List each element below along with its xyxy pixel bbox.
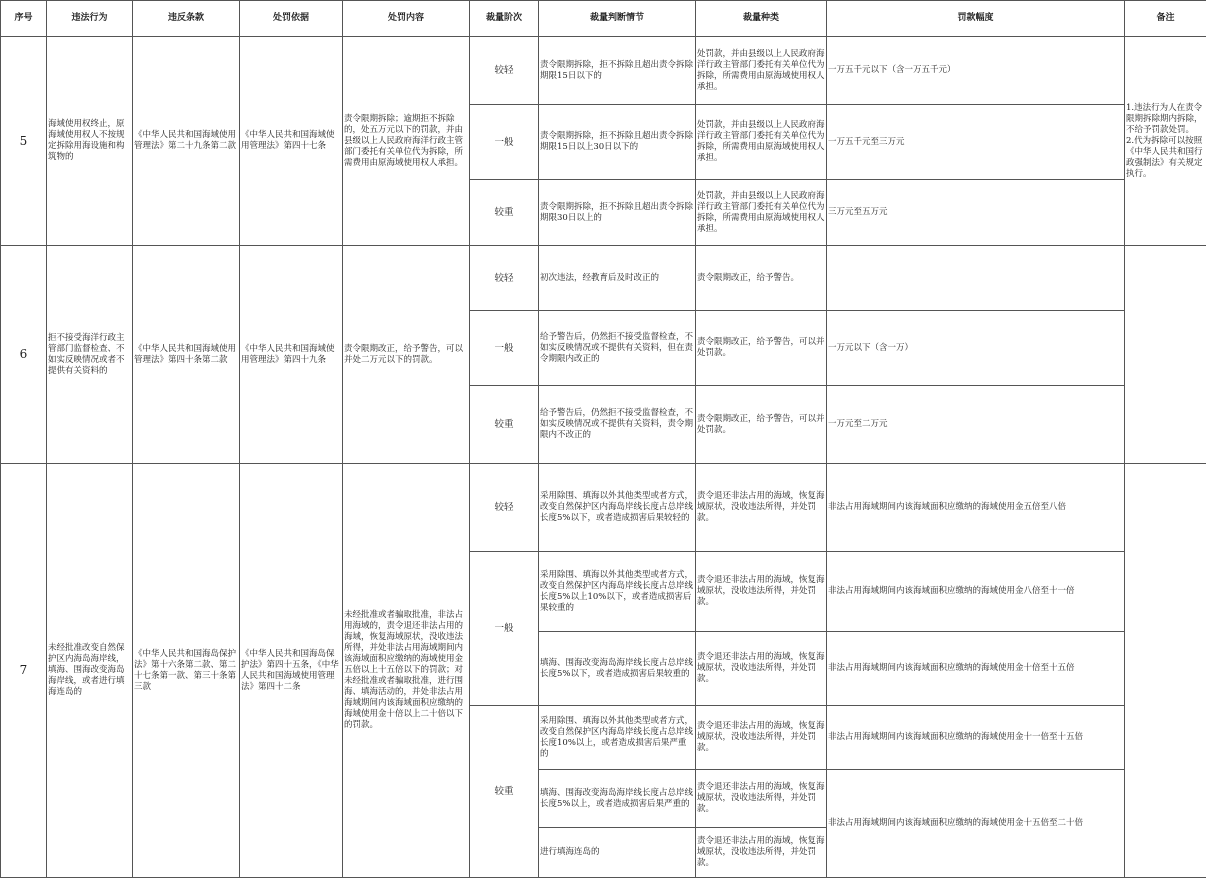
fine-cell [827,246,1125,311]
condition-cell: 进行填海连岛的 [539,828,696,878]
header-cell: 违反条款 [133,1,240,37]
note-cell: 1.违法行为人在责令限期拆除期内拆除，不给予罚款处罚。 2.代为拆除可以按照《中华人民共和国行政强制法》有关规定执行。 [1125,37,1206,246]
kind-cell: 责令退还非法占用的海域，恢复海域原状，没收违法所得，并处罚款。 [696,770,827,828]
content-cell: 责令限期改正，给予警告，可以并处二万元以下的罚款。 [343,246,470,464]
kind-cell: 责令限期改正，给予警告，可以并处罚款。 [696,386,827,464]
kind-cell: 处罚款，并由县级以上人民政府海洋行政主管部门委托有关单位代为拆除，所需费用由原海域使用权人承担。 [696,37,827,105]
row-number: 6 [1,246,47,464]
level-cell: 一般 [470,552,539,706]
header-cell: 罚款幅度 [827,1,1125,37]
fine-cell: 非法占用海域期间内该海域面积应缴纳的海域使用金五倍至八倍 [827,464,1125,552]
header-cell: 备注 [1125,1,1206,37]
note-cell [1125,246,1206,464]
fine-cell: 一万元以下（含一万） [827,311,1125,386]
kind-cell: 责令限期改正，给予警告。 [696,246,827,311]
level-cell: 一般 [470,105,539,180]
row-number: 5 [1,37,47,246]
condition-cell: 责令限期拆除，拒不拆除且超出责令拆除期限15日以下的 [539,37,696,105]
violation-cell: 未经批准改变自然保护区内海岛海岸线，填海、围海改变海岛海岸线，或者进行填海连岛的 [47,464,133,878]
level-cell: 较重 [470,386,539,464]
basis-cell: 《中华人民共和国海域使用管理法》第四十七条 [240,37,343,246]
header-cell: 处罚内容 [343,1,470,37]
condition-cell: 责令限期拆除，拒不拆除且超出责令拆除期限30日以上的 [539,180,696,246]
header-cell: 序号 [1,1,47,37]
note-cell [1125,464,1206,878]
level-cell: 较轻 [470,246,539,311]
table-row [1,464,1206,552]
condition-cell: 采用除围、填海以外其他类型或者方式，改变自然保护区内海岛岸线长度占总岸线长度5%以上10%以下，或者造成损害后果较重的 [539,552,696,632]
level-cell: 较重 [470,180,539,246]
fine-cell: 三万元至五万元 [827,180,1125,246]
header-cell: 裁量种类 [696,1,827,37]
condition-cell: 初次违法，经教育后及时改正的 [539,246,696,311]
level-cell: 较轻 [470,464,539,552]
fine-cell: 非法占用海域期间内该海域面积应缴纳的海域使用金十一倍至十五倍 [827,706,1125,770]
header-cell: 裁量判断情节 [539,1,696,37]
row-number: 7 [1,464,47,878]
level-cell: 较重 [470,706,539,878]
kind-cell: 责令限期改正，给予警告，可以并处罚款。 [696,311,827,386]
level-cell: 较轻 [470,37,539,105]
clause-cell: 《中华人民共和国海域使用管理法》第四十条第二款 [133,246,240,464]
condition-cell: 填海、围海改变海岛海岸线长度占总岸线长度5%以下，或者造成损害后果较重的 [539,632,696,706]
header-cell: 处罚依据 [240,1,343,37]
kind-cell: 处罚款，并由县级以上人民政府海洋行政主管部门委托有关单位代为拆除，所需费用由原海域使用权人承担。 [696,105,827,180]
condition-cell: 给予警告后，仍然拒不接受监督检查，不如实反映情况或不提供有关资料，责令期限内不改正的 [539,386,696,464]
condition-cell: 填海、围海改变海岛海岸线长度占总岸线长度5%以上，或者造成损害后果严重的 [539,770,696,828]
fine-cell: 非法占用海域期间内该海域面积应缴纳的海域使用金八倍至十一倍 [827,552,1125,632]
header-cell: 裁量阶次 [470,1,539,37]
kind-cell: 处罚款，并由县级以上人民政府海洋行政主管部门委托有关单位代为拆除，所需费用由原海域使用权人承担。 [696,180,827,246]
condition-cell: 采用除围、填海以外其他类型或者方式，改变自然保护区内海岛岸线长度占总岸线长度5%以下，或者造成损害后果较轻的 [539,464,696,552]
fine-cell: 非法占用海域期间内该海域面积应缴纳的海域使用金十倍至十五倍 [827,632,1125,706]
content-cell: 责令限期拆除；逾期拒不拆除的，处五万元以下的罚款，并由县级以上人民政府海洋行政主管部门委托有关单位代为拆除，所需费用由原海域使用权人承担。 [343,37,470,246]
clause-cell: 《中华人民共和国海岛保护法》第十六条第二款、第二十七条第一款、第三十条第三款 [133,464,240,878]
condition-cell: 责令限期拆除，拒不拆除且超出责令拆除期限15日以上30日以下的 [539,105,696,180]
header-cell: 违法行为 [47,1,133,37]
basis-cell: 《中华人民共和国海岛保护法》第四十五条，《中华人民共和国海域使用管理法》第四十二条 [240,464,343,878]
table-row [1,246,1206,311]
fine-cell: 一万五千元以下（含一万五千元） [827,37,1125,105]
kind-cell: 责令退还非法占用的海域，恢复海域原状，没收违法所得，并处罚款。 [696,828,827,878]
level-cell: 一般 [470,311,539,386]
violation-cell: 拒不接受海洋行政主管部门监督检查、不如实反映情况或者不提供有关资料的 [47,246,133,464]
condition-cell: 采用除围、填海以外其他类型或者方式，改变自然保护区内海岛岸线长度占总岸线长度10%以上，或者造成损害后果严重的 [539,706,696,770]
violation-cell: 海域使用权终止，原海域使用权人不按规定拆除用海设施和构筑物的 [47,37,133,246]
table-row [1,37,1206,105]
kind-cell: 责令退还非法占用的海域，恢复海域原状，没收违法所得，并处罚款。 [696,464,827,552]
clause-cell: 《中华人民共和国海域使用管理法》第二十九条第二款 [133,37,240,246]
basis-cell: 《中华人民共和国海域使用管理法》第四十九条 [240,246,343,464]
fine-cell: 一万元至二万元 [827,386,1125,464]
kind-cell: 责令退还非法占用的海域，恢复海域原状，没收违法所得，并处罚款。 [696,632,827,706]
kind-cell: 责令退还非法占用的海域，恢复海域原状，没收违法所得，并处罚款。 [696,706,827,770]
kind-cell: 责令退还非法占用的海域，恢复海域原状，没收违法所得，并处罚款。 [696,552,827,632]
fine-cell: 一万五千元至三万元 [827,105,1125,180]
condition-cell: 给予警告后，仍然拒不接受监督检查，不如实反映情况或不提供有关资料，但在责令期限内改正的 [539,311,696,386]
fine-cell: 非法占用海域期间内该海域面积应缴纳的海域使用金十五倍至二十倍 [827,770,1125,878]
content-cell: 未经批准或者骗取批准，非法占用海域的，责令退还非法占用的海域，恢复海域原状，没收违法所得，并处非法占用海域期间内该海域面积应缴纳的海域使用金五倍以上十五倍以下的罚款；对未经批准或者骗取批准，进行围海、填海活动的，并处非法占用海域期间内该海域面积应缴纳的海域使用金十倍以上二十倍以下的罚款。 [343,464,470,878]
header-row [1,1,1206,37]
